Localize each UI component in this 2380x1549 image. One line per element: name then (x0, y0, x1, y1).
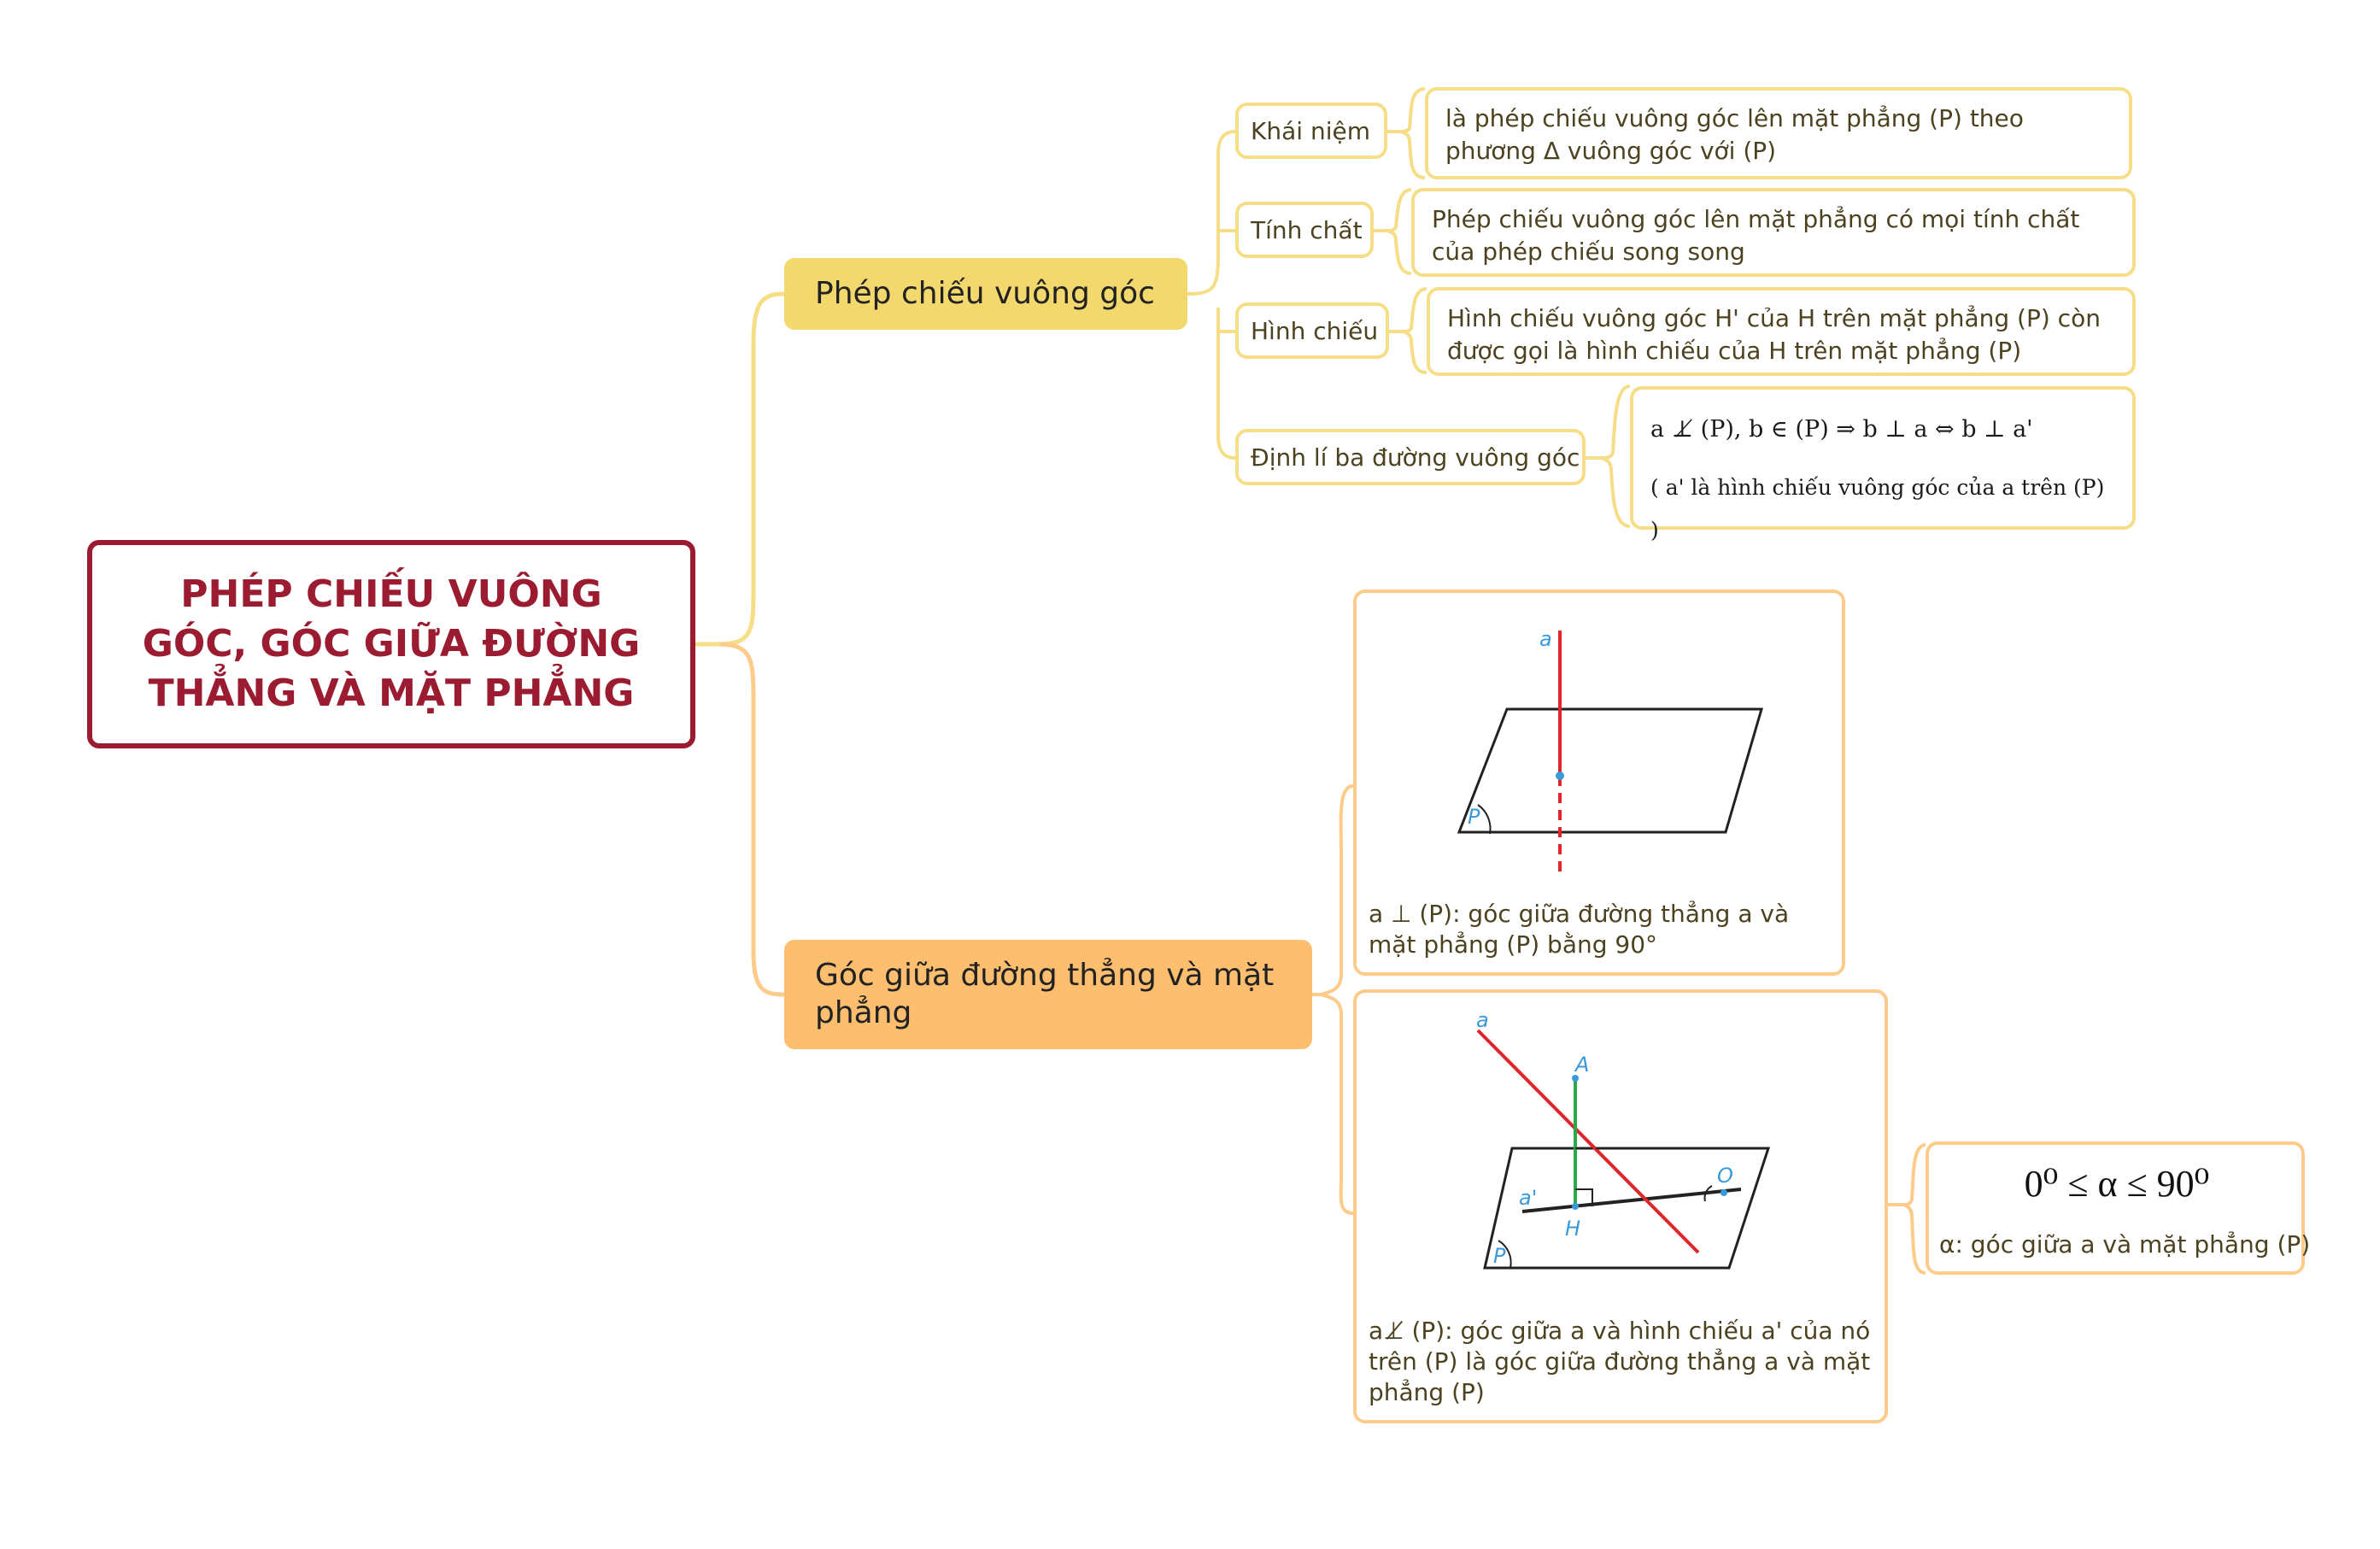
node-label: Tính chất (1251, 215, 1363, 244)
leaf-khai-niem (1425, 87, 2132, 179)
node-khai-niem (1235, 103, 1387, 159)
node-dinh-li-ba-duong (1235, 429, 1586, 485)
card-perpendicular-case (1353, 590, 1845, 976)
perpendicular-diagram (1357, 593, 1842, 875)
theorem-note: ( a' là hình chiếu vuông góc của a trên (P) ) (1650, 475, 2105, 543)
branch-angle-line-plane (784, 940, 1312, 1049)
angle-range-note: α: góc giữa a và mặt phẳng (P) (1939, 1230, 2311, 1259)
card2-caption: a⊥̸ (P): góc giữa a và hình chiếu a' của nó trên (P) là góc giữa đường thẳng a và mặt phẳng (P) (1369, 1317, 1871, 1406)
plane-label: P (1468, 805, 1480, 829)
branch-title: Góc giữa đường thẳng và mặt phẳng (815, 958, 1275, 1030)
node-label: Khái niệm (1251, 116, 1370, 145)
leaf-text: Phép chiếu vuông góc lên mặt phẳng có mọi tính chất của phép chiếu song song (1432, 205, 2080, 266)
line-a-label: a (1539, 627, 1552, 651)
leaf-text: Hình chiếu vuông góc H' của H trên mặt phẳng (P) còn được gọi là hình chiếu của H trên mặt phẳng (P) (1447, 304, 2101, 365)
point-a-label: A (1575, 1053, 1590, 1077)
point-o-label: O (1717, 1164, 1733, 1188)
plane-label: P (1493, 1244, 1506, 1268)
a-prime-label: a' (1519, 1186, 1538, 1210)
branch-orthogonal-projection (784, 258, 1187, 330)
theorem-formula: a ⊥̸ (P), b ∈ (P) ⇒ b ⊥ a ⇔ b ⊥ a' (1650, 416, 2033, 443)
card-oblique-case (1353, 989, 1888, 1423)
card1-caption: a ⊥ (P): góc giữa đường thẳng a và mặt phẳng (P) bằng 90° (1369, 900, 1790, 959)
node-hinh-chieu (1235, 302, 1389, 359)
node-label: Định lí ba đường vuông góc (1251, 443, 1580, 472)
plane-p (1459, 709, 1762, 832)
point-o (1721, 1189, 1727, 1196)
oblique-diagram (1357, 993, 1885, 1283)
leaf-hinh-chieu (1427, 287, 2136, 376)
line-a-label: a (1476, 1008, 1489, 1032)
point-h (1572, 1203, 1579, 1210)
node-label: Hình chiếu (1251, 316, 1379, 345)
intersection-point (1556, 772, 1564, 780)
point-h-label: H (1565, 1217, 1581, 1241)
leaf-tinh-chat (1411, 188, 2136, 277)
node-tinh-chat (1235, 202, 1374, 258)
root-title: PHÉP CHIẾU VUÔNG GÓC, GÓC GIỮA ĐƯỜNG THẲNG VÀ MẶT PHẲNG (142, 572, 641, 715)
leaf-three-perpendiculars-theorem (1630, 386, 2136, 543)
angle-range-formula: 0⁰ ≤ α ≤ 90⁰ (2024, 1163, 2210, 1205)
projection-a-prime (1522, 1189, 1741, 1212)
branch-title: Phép chiếu vuông góc (815, 276, 1155, 311)
angle-range-card (1926, 1141, 2311, 1275)
leaf-text: là phép chiếu vuông góc lên mặt phẳng (P) theo phương Δ vuông góc với (P) (1445, 104, 2024, 165)
root-topic (87, 540, 695, 748)
